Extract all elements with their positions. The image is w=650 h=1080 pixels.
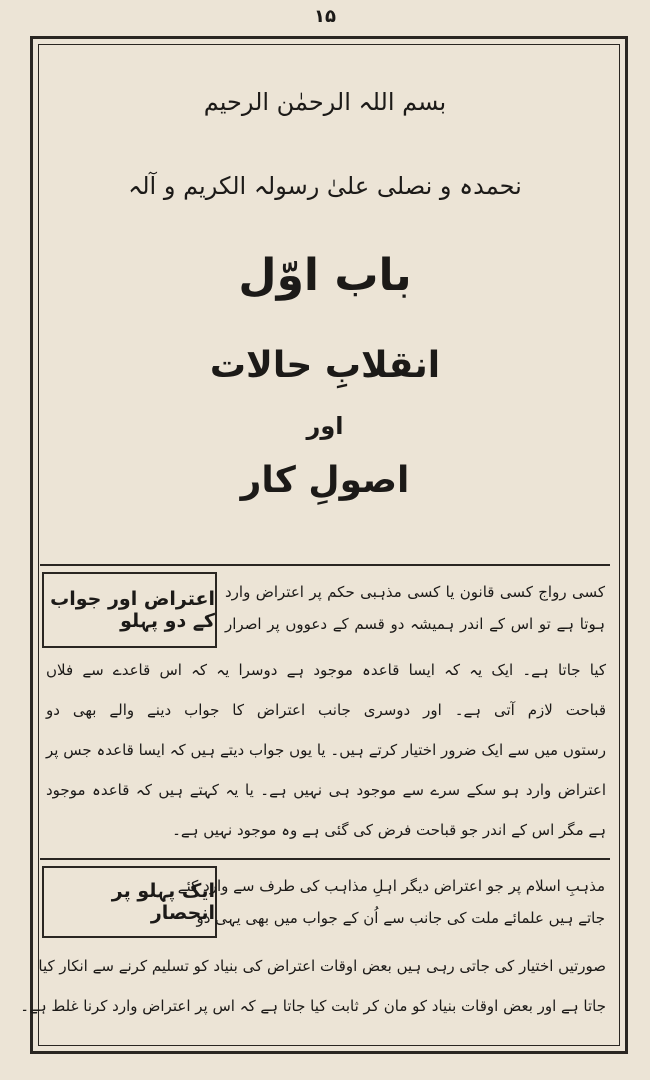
paragraph-line: قباحت لازم آتی ہے۔ اور دوسری جانب اعتراض کا جواب دینے والے بھی دو <box>46 701 606 719</box>
chapter-title-conjunction: اور <box>306 412 344 440</box>
side-heading-box <box>42 572 217 648</box>
paragraph-line: ہوتا ہے تو اس کے اندر ہمیشہ دو قسم کے دعووں پر اصرار <box>225 615 605 633</box>
paragraph-line: ہے مگر اس کے اندر جو قباحت فرض کی گئی ہے وہ موجود نہیں ہے۔ <box>172 821 606 839</box>
paragraph-line: کسی رواج کسی قانون یا کسی مذہبی حکم پر اعتراض وارد <box>225 583 605 601</box>
section-divider <box>40 858 610 860</box>
side-heading: اعتراض اور جواب کے دو پہلو <box>50 588 215 632</box>
chapter-title-part2: اصولِ کار <box>240 460 410 501</box>
paragraph-line: صورتیں اختیار کی جاتی رہی ہیں بعض اوقات اعتراض کی بنیاد کو تسلیم کرنے سے انکار کیا <box>38 957 606 975</box>
paragraph-line: کیا جاتا ہے۔ ایک یہ کہ ایسا قاعدہ موجود ہے دوسرا یہ کہ اس قاعدے سے فلاں <box>46 661 606 679</box>
paragraph-line: اعتراض وارد ہو سکے سرے سے موجود ہی نہیں ہے۔ یا یہ کہتے ہیں کہ قاعدہ موجود <box>46 781 606 799</box>
section-divider <box>40 564 610 566</box>
page-number: ۱۵ <box>314 6 336 27</box>
paragraph-line: رستوں میں سے ایک ضرور اختیار کرتے ہیں۔ یا یوں جواب دیتے ہیں کہ ایسا قاعدہ جس پر <box>46 741 606 759</box>
chapter-title-part1: انقلابِ حالات <box>209 345 441 386</box>
side-heading: ایک پہلو پر انحصار <box>111 880 215 924</box>
bismillah-line: بسم اللہ الرحمٰن الرحیم <box>203 88 447 116</box>
paragraph-line: جاتے ہیں علمائے ملت کی جانب سے اُن کے جواب میں بھی یہی دو <box>196 909 605 927</box>
paragraph-line: جاتا ہے اور بعض اوقات بنیاد کو مان کر ثابت کیا جاتا ہے کہ اس پر اعتراض وارد کرنا غلط ہے۔ <box>20 997 606 1015</box>
blessing-line: نحمدہ و نصلی علیٰ رسولہ الکریم و آلہ <box>128 172 522 200</box>
chapter-heading: باب اوّل <box>238 250 412 301</box>
paragraph-line: مذہبِ اسلام پر جو اعتراض دیگر اہلِ مذاہب کی طرف سے وارد کئے <box>177 877 605 895</box>
